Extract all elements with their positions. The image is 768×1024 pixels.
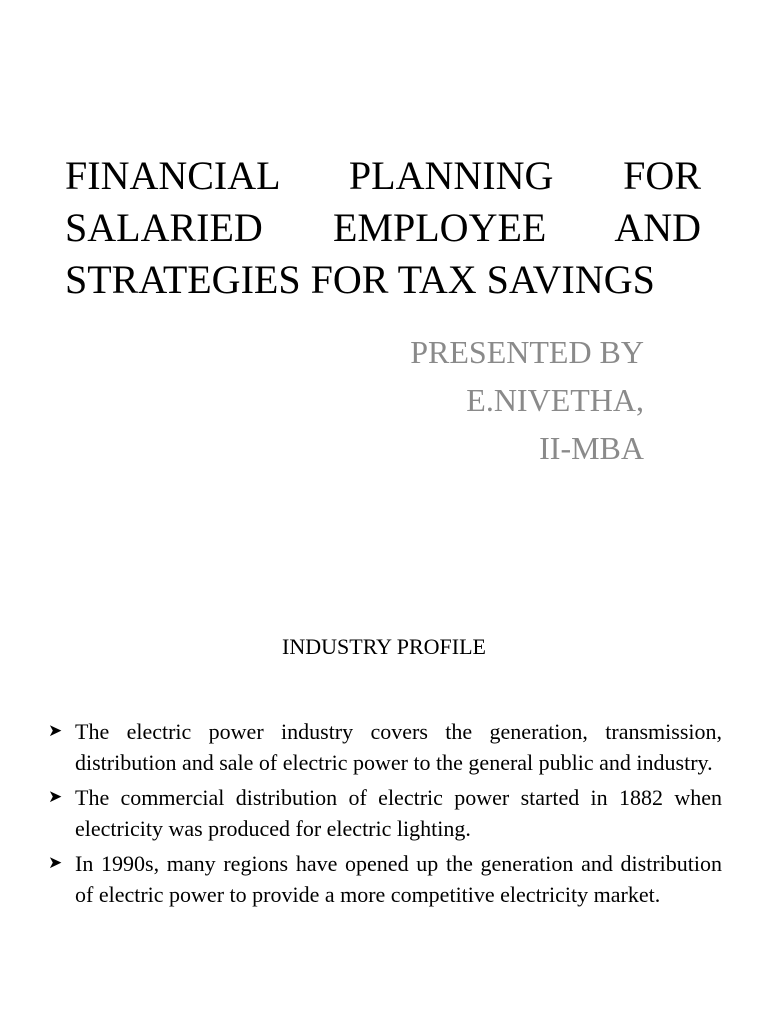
bullet-text: The electric power industry covers the generation, transmission, distribution and sale of electric power to the general public and industry. bbox=[75, 719, 722, 775]
arrow-bullet-icon: ➤ bbox=[48, 721, 63, 741]
list-item bbox=[48, 782, 722, 844]
presenter-course: II-MBA bbox=[539, 430, 644, 466]
bullet-text: The commercial distribution of electric power started in 1882 when electricity was produced for electric lighting. bbox=[75, 785, 722, 841]
slide-title: FINANCIAL PLANNING FOR SALARIED EMPLOYEE AND STRATEGIES FOR TAX SAVINGS bbox=[65, 153, 701, 302]
section-heading: INDUSTRY PROFILE bbox=[282, 634, 486, 659]
list-item bbox=[48, 848, 722, 910]
presenter-label: PRESENTED BY bbox=[410, 334, 644, 370]
arrow-bullet-icon: ➤ bbox=[48, 787, 63, 807]
presenter-name: E.NIVETHA, bbox=[466, 382, 644, 418]
bullet-text: In 1990s, many regions have opened up the generation and distribution of electric power to provide a more competitive electricity market. bbox=[75, 851, 722, 907]
list-item bbox=[48, 716, 722, 778]
presenter-block bbox=[410, 328, 644, 472]
arrow-bullet-icon: ➤ bbox=[48, 853, 63, 873]
bullet-list bbox=[48, 716, 722, 914]
